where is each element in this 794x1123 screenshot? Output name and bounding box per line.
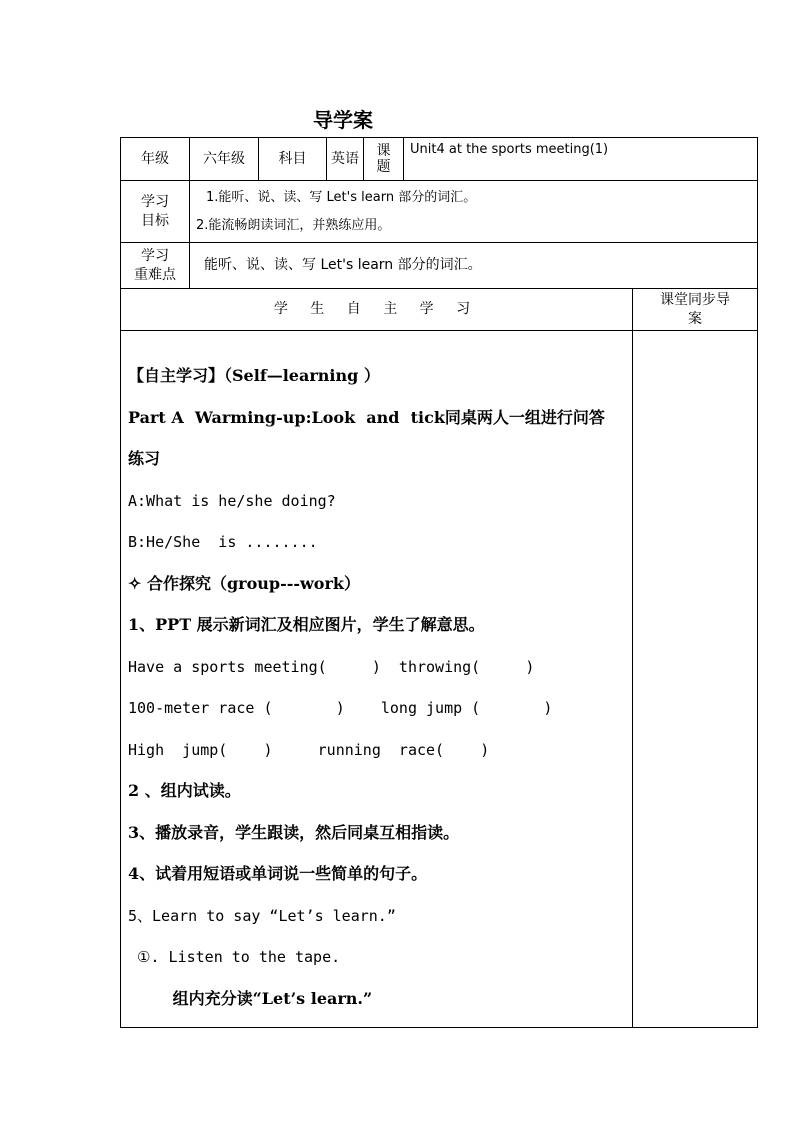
class-guide-column	[633, 331, 758, 1028]
goal-item-1: 1.能听、说、读、写 Let's learn 部分的词汇。	[206, 189, 477, 205]
step-5: 5、Learn to say “Let’s learn.”	[128, 906, 396, 925]
student-self-study-header: 学 生 自 主 学 习	[121, 289, 633, 331]
step-5-sub-1: ①. Listen to the tape.	[128, 948, 341, 966]
lesson-plan-table	[120, 137, 758, 1028]
goals-row	[121, 181, 758, 243]
goals-label: 学习 目标	[121, 181, 190, 243]
difficulty-label: 学习 重难点	[121, 243, 190, 289]
step-2: 2 、组内试读。	[128, 781, 241, 800]
grade-value: 六年级	[190, 138, 259, 181]
difficulty-content: 能听、说、读、写 Let's learn 部分的词汇。	[190, 243, 758, 289]
section-self-learning: 【自主学习】（Self—learning ）	[128, 366, 380, 385]
header-row	[121, 138, 758, 181]
part-a-line: Part A Warming-up:Look and tick同桌两人一组进行问答	[128, 407, 605, 427]
vocab-line-3: High jump( ) running race( )	[128, 740, 490, 759]
topic-value: Unit4 at the sports meeting(1)	[404, 138, 758, 181]
step-5-sub-2: 组内充分读“Let’s learn.”	[128, 988, 373, 1008]
goals-content	[190, 181, 758, 243]
self-study-content	[121, 331, 633, 1028]
vocab-line-1: Have a sports meeting( ) throwing( )	[128, 657, 535, 676]
topic-label: 课 题	[364, 138, 404, 181]
vocab-line-2: 100-meter race ( ) long jump ( )	[128, 699, 553, 717]
content-row	[121, 331, 758, 1028]
step-4: 4、试着用短语或单词说一些简单的句子。	[128, 864, 428, 883]
step-1: 1、PPT 展示新词汇及相应图片，学生了解意思。	[128, 615, 485, 634]
class-guide-header: 课堂同步导 案	[633, 289, 758, 331]
section-group-work: ✧ 合作探究（group---work）	[128, 573, 360, 593]
goal-item-2: 2.能流畅朗读词汇，并熟练应用。	[196, 217, 391, 233]
column-header-row	[121, 289, 758, 331]
part-a-line-cont: 练习	[128, 449, 161, 468]
dialogue-b: B:He/She is ........	[128, 533, 318, 551]
step-3: 3、播放录音，学生跟读，然后同桌互相指读。	[128, 822, 460, 842]
dialogue-a: A:What is he/she doing?	[128, 491, 336, 510]
subject-value: 英语	[327, 138, 364, 181]
subject-label: 科目	[259, 138, 327, 181]
grade-label: 年级	[121, 138, 190, 181]
difficulty-row	[121, 243, 758, 289]
document-title: 导学案	[313, 108, 373, 132]
